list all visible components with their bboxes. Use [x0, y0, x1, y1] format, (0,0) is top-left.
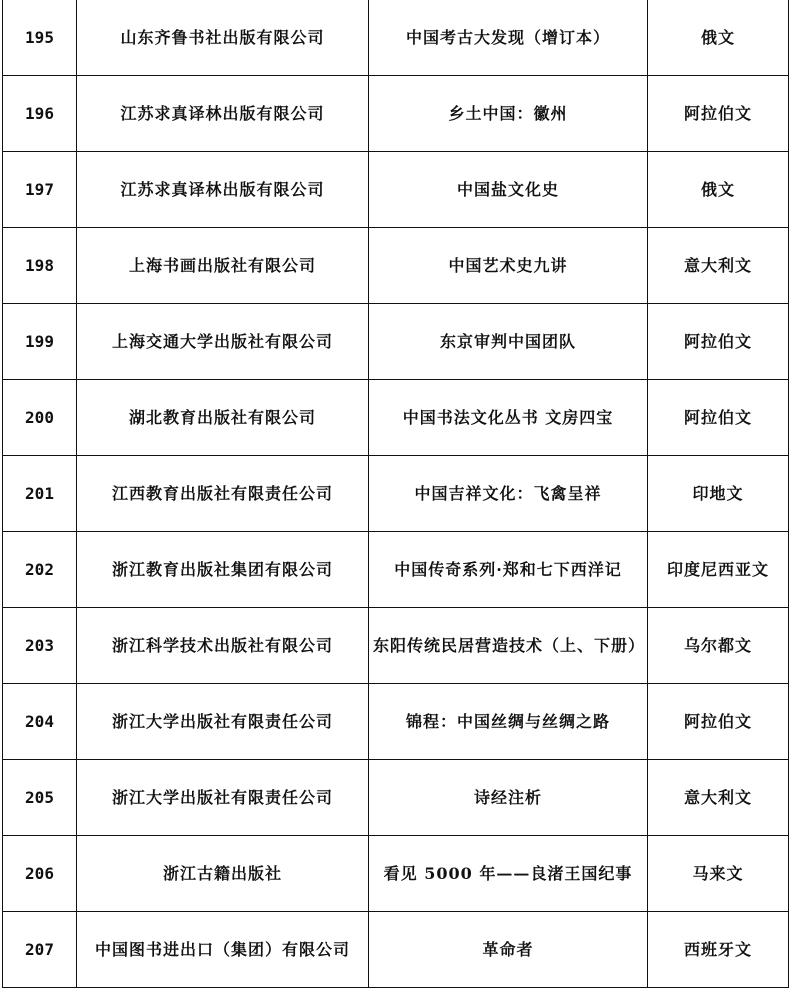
book-list-table [2, 0, 789, 988]
language-cell: 阿拉伯文 [648, 76, 789, 152]
publisher-cell: 江苏求真译林出版有限公司 [77, 152, 369, 228]
row-number: 196 [3, 76, 77, 152]
publisher-cell: 山东齐鲁书社出版有限公司 [77, 0, 369, 76]
row-number: 202 [3, 532, 77, 608]
row-number: 197 [3, 152, 77, 228]
book-title-cell: 乡土中国：徽州 [369, 76, 648, 152]
language-cell: 阿拉伯文 [648, 684, 789, 760]
book-title-cell: 诗经注析 [369, 760, 648, 836]
table-row [3, 152, 789, 228]
table-row [3, 532, 789, 608]
table-row [3, 760, 789, 836]
book-title-cell: 中国传奇系列·郑和七下西洋记 [369, 532, 648, 608]
language-cell: 阿拉伯文 [648, 380, 789, 456]
table-row [3, 304, 789, 380]
publisher-cell: 湖北教育出版社有限公司 [77, 380, 369, 456]
publisher-cell: 上海交通大学出版社有限公司 [77, 304, 369, 380]
publisher-cell: 浙江古籍出版社 [77, 836, 369, 912]
table-row [3, 608, 789, 684]
language-cell: 俄文 [648, 152, 789, 228]
table-row [3, 456, 789, 532]
book-title-cell: 中国吉祥文化：飞禽呈祥 [369, 456, 648, 532]
row-number: 207 [3, 912, 77, 988]
language-cell: 印度尼西亚文 [648, 532, 789, 608]
book-title-cell: 中国盐文化史 [369, 152, 648, 228]
publisher-cell: 浙江教育出版社集团有限公司 [77, 532, 369, 608]
book-title-cell: 看见 5000 年——良渚王国纪事 [369, 836, 648, 912]
publisher-cell: 浙江大学出版社有限责任公司 [77, 760, 369, 836]
row-number: 198 [3, 228, 77, 304]
table-row [3, 912, 789, 988]
book-title-cell: 中国书法文化丛书 文房四宝 [369, 380, 648, 456]
row-number: 201 [3, 456, 77, 532]
publisher-cell: 中国图书进出口（集团）有限公司 [77, 912, 369, 988]
publisher-cell: 江苏求真译林出版有限公司 [77, 76, 369, 152]
book-title-cell: 锦程：中国丝绸与丝绸之路 [369, 684, 648, 760]
language-cell: 意大利文 [648, 760, 789, 836]
row-number: 206 [3, 836, 77, 912]
language-cell: 意大利文 [648, 228, 789, 304]
book-title-cell: 东京审判中国团队 [369, 304, 648, 380]
language-cell: 乌尔都文 [648, 608, 789, 684]
row-number: 200 [3, 380, 77, 456]
table-row [3, 380, 789, 456]
publisher-cell: 上海书画出版社有限公司 [77, 228, 369, 304]
book-title-cell: 中国艺术史九讲 [369, 228, 648, 304]
table-row [3, 228, 789, 304]
table-row [3, 0, 789, 76]
row-number: 205 [3, 760, 77, 836]
language-cell: 俄文 [648, 0, 789, 76]
book-title-cell: 东阳传统民居营造技术（上、下册） [369, 608, 648, 684]
language-cell: 印地文 [648, 456, 789, 532]
publisher-cell: 江西教育出版社有限责任公司 [77, 456, 369, 532]
table-row [3, 684, 789, 760]
book-list-body [3, 0, 789, 988]
publisher-cell: 浙江科学技术出版社有限公司 [77, 608, 369, 684]
row-number: 204 [3, 684, 77, 760]
row-number: 203 [3, 608, 77, 684]
language-cell: 马来文 [648, 836, 789, 912]
row-number: 199 [3, 304, 77, 380]
book-title-cell: 中国考古大发现（增订本） [369, 0, 648, 76]
language-cell: 西班牙文 [648, 912, 789, 988]
table-row [3, 76, 789, 152]
publisher-cell: 浙江大学出版社有限责任公司 [77, 684, 369, 760]
book-title-cell: 革命者 [369, 912, 648, 988]
language-cell: 阿拉伯文 [648, 304, 789, 380]
table-row [3, 836, 789, 912]
row-number: 195 [3, 0, 77, 76]
